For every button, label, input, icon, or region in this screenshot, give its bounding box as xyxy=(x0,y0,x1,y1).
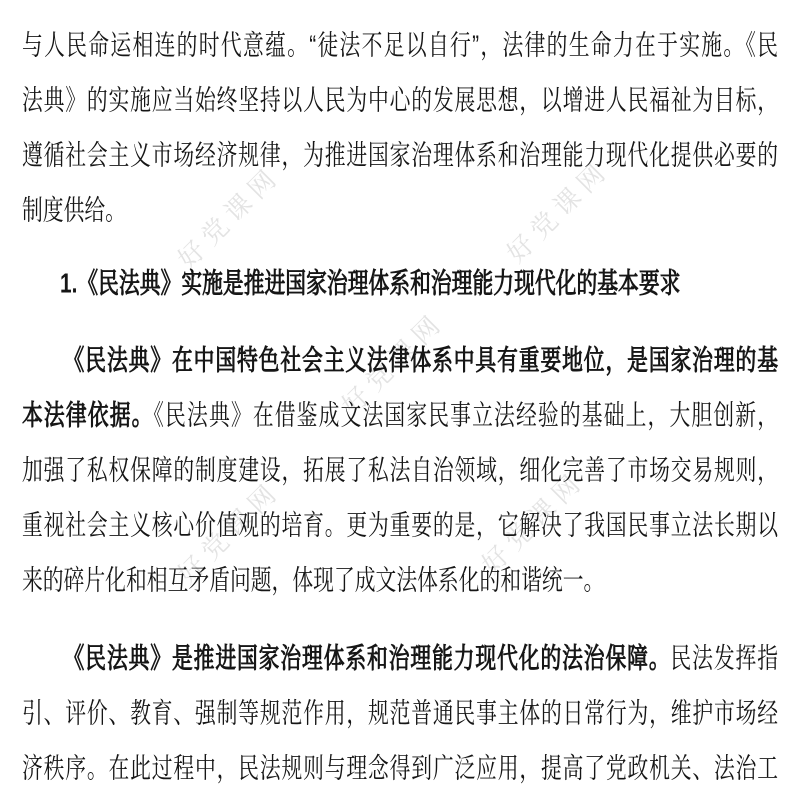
regular-text: 与人民命运相连的时代意蕴。“徒法不足以自行”，法律的生命力在于实施。《民 xyxy=(22,29,778,62)
regular-text: 制度供给。 xyxy=(22,194,126,227)
watermark: 好党课网 xyxy=(171,474,287,590)
regular-text: 加强了私权保障的制度建设，拓展了私法自治领域，细化完善了市场交易规则， xyxy=(22,454,778,487)
bold-text: 本法律依据。 xyxy=(22,399,154,432)
watermark: 好党课网 xyxy=(500,153,616,269)
watermark: 好党课网 xyxy=(335,305,451,421)
paragraph-3 xyxy=(22,631,778,796)
text-line xyxy=(22,173,778,247)
paragraph-intro xyxy=(22,18,778,238)
regular-text: 引、评价、教育、强制等规范作用，规范普通民事主体的日常行为，维护市场经 xyxy=(22,697,778,730)
bold-text: 《民法典》是推进国家治理体系和治理能力现代化的法治保障。 xyxy=(63,642,671,675)
heading-line xyxy=(22,246,778,320)
text-line xyxy=(22,731,778,800)
bold-text: 《民法典》在中国特色社会主义法律体系中具有重要地位，是国家治理的基 xyxy=(63,344,778,377)
regular-text: 重视社会主义核心价值观的培育。更为重要的是，它解决了我国民事立法长期以 xyxy=(22,509,778,542)
regular-text: 济秩序。在此过程中，民法规则与理念得到广泛应用，提高了党政机关、法治工 xyxy=(22,752,778,785)
text-line xyxy=(22,543,778,617)
regular-text: 法典》的实施应当始终坚持以人民为中心的发展思想，以增进人民福祉为目标， xyxy=(22,84,778,117)
watermark: 好党课网 xyxy=(171,159,287,275)
paragraph-2 xyxy=(22,333,778,608)
regular-text: 来的碎片化和相互矛盾问题，体现了成文法体系化的和谐统一。 xyxy=(22,564,605,597)
section-heading xyxy=(22,256,778,311)
regular-text: 《民法典》在借鉴成文法国家民事立法经验的基础上，大胆创新， xyxy=(153,399,778,432)
watermark: 好党课网 xyxy=(475,464,591,580)
bold-text: 1.《民法典》实施是推进国家治理体系和治理能力现代化的基本要求 xyxy=(60,267,681,300)
regular-text: 遵循社会主义市场经济规律，为推进国家治理体系和治理能力现代化提供必要的 xyxy=(22,139,778,172)
regular-text: 民法发挥指 xyxy=(670,642,778,675)
